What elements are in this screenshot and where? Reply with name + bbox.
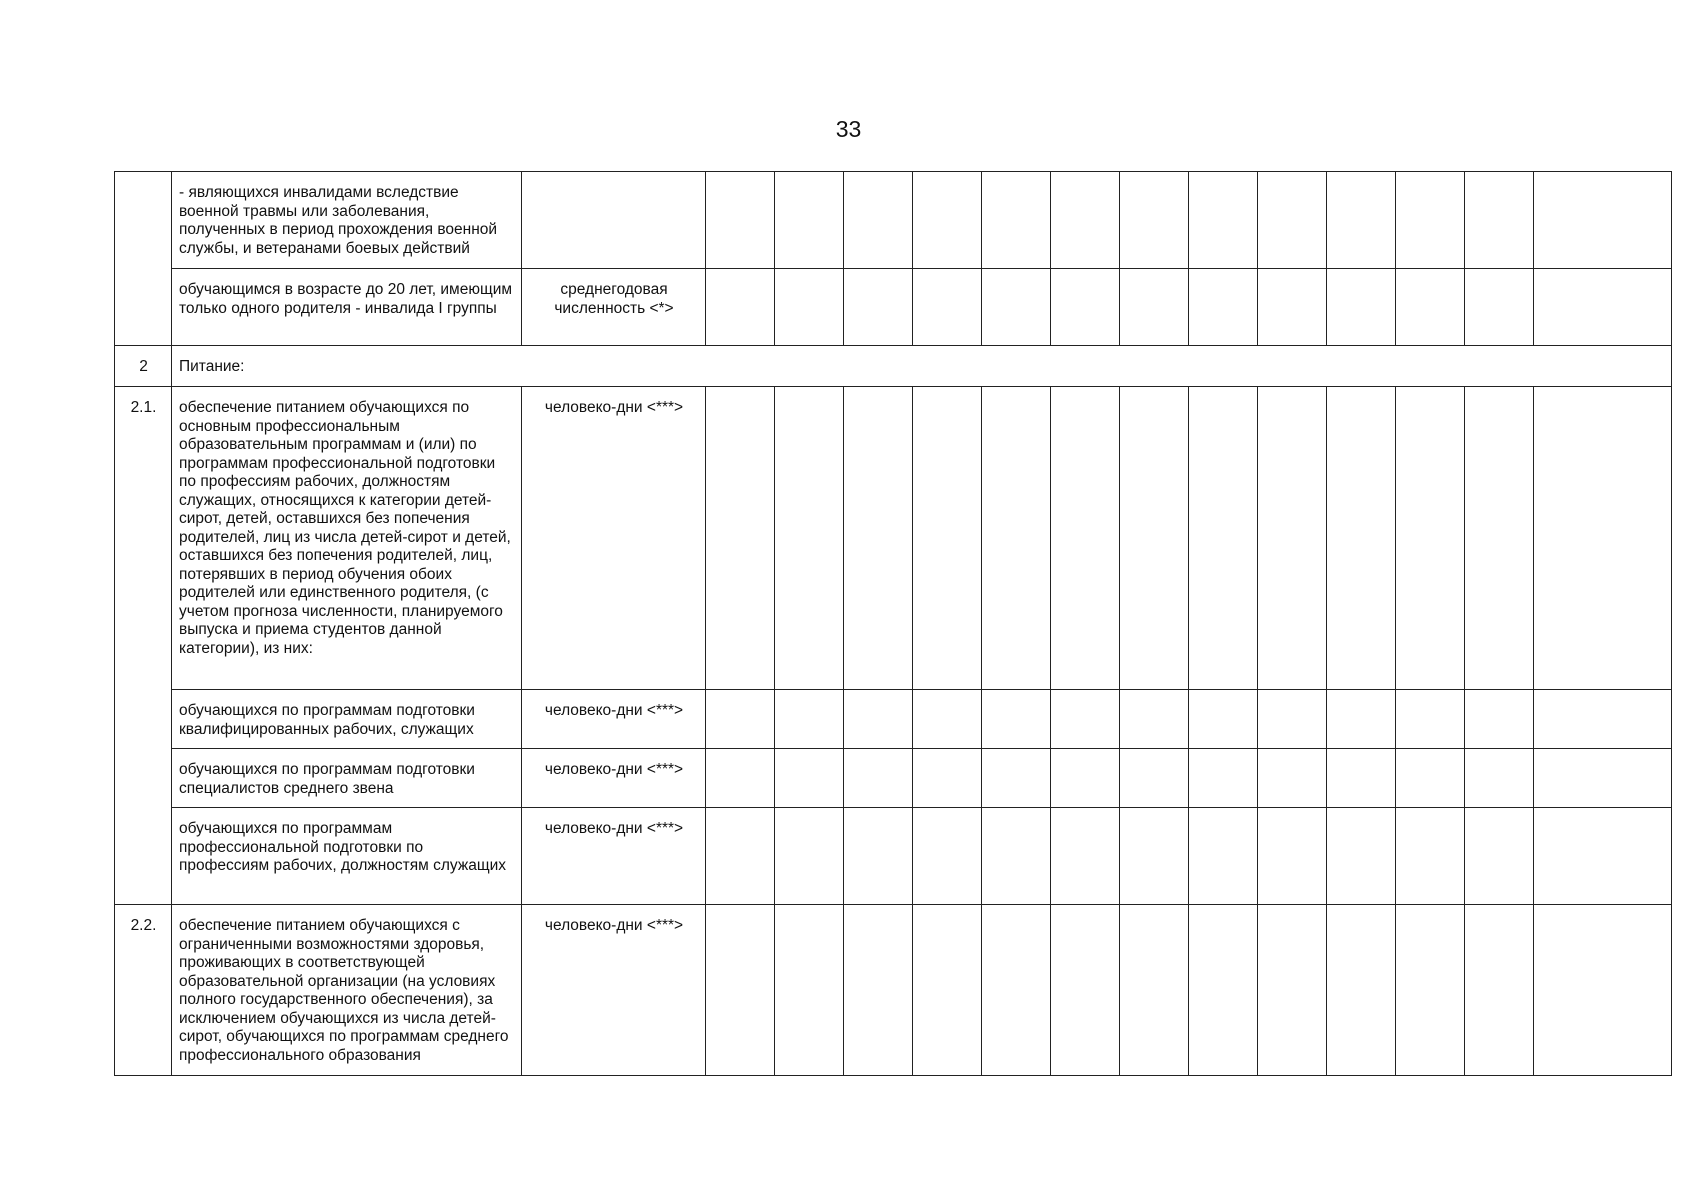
row-text-cell: обучающимся в возрасте до 20 лет, имеющим только одного родителя - инвалида I группы — [172, 269, 522, 346]
value-cell — [844, 387, 913, 690]
value-cell — [913, 690, 982, 749]
value-cell — [1189, 172, 1258, 269]
value-cell — [775, 690, 844, 749]
value-cell — [1327, 905, 1396, 1076]
value-cell — [1396, 269, 1465, 346]
value-cell — [844, 172, 913, 269]
value-cell — [1327, 690, 1396, 749]
row-text-cell: обучающихся по программам подготовки квалифицированных рабочих, служащих — [172, 690, 522, 749]
value-cell — [1396, 808, 1465, 905]
value-cell — [1120, 749, 1189, 808]
value-cell — [1258, 749, 1327, 808]
table-row — [115, 749, 1672, 808]
value-cell — [1189, 387, 1258, 690]
row-number-cell: 2.2. — [115, 905, 172, 1076]
value-cell — [1258, 269, 1327, 346]
value-cell — [1534, 905, 1672, 1076]
value-cell — [913, 808, 982, 905]
value-cell — [982, 269, 1051, 346]
value-cell — [844, 749, 913, 808]
value-cell — [1327, 749, 1396, 808]
value-cell — [913, 749, 982, 808]
value-cell — [1465, 690, 1534, 749]
value-cell — [982, 387, 1051, 690]
row-unit-cell: человеко-дни <***> — [522, 808, 706, 905]
value-cell — [775, 749, 844, 808]
value-cell — [1120, 690, 1189, 749]
value-cell — [706, 749, 775, 808]
value-cell — [913, 172, 982, 269]
value-cell — [775, 269, 844, 346]
value-cell — [1534, 387, 1672, 690]
row-text-cell: обеспечение питанием обучающихся с ограниченными возможностями здоровья, проживающих в соответствующей образовательной организации (на условиях полного государственного обеспечения), за исключением обучающихся из числа детей-сирот, обучающихся по программам среднего профессионального образования — [172, 905, 522, 1076]
value-cell — [1327, 387, 1396, 690]
value-cell — [1465, 387, 1534, 690]
table-row — [115, 387, 1672, 690]
page-number: 33 — [835, 116, 862, 142]
value-cell — [913, 387, 982, 690]
value-cell — [1258, 172, 1327, 269]
value-cell — [706, 269, 775, 346]
value-cell — [1189, 269, 1258, 346]
row-unit-cell: человеко-дни <***> — [522, 387, 706, 690]
value-cell — [1534, 749, 1672, 808]
value-cell — [706, 808, 775, 905]
value-cell — [982, 905, 1051, 1076]
value-cell — [1258, 808, 1327, 905]
value-cell — [706, 387, 775, 690]
value-cell — [982, 808, 1051, 905]
value-cell — [1396, 749, 1465, 808]
value-cell — [844, 808, 913, 905]
row-unit-cell: человеко-дни <***> — [522, 749, 706, 808]
value-cell — [1120, 905, 1189, 1076]
value-cell — [982, 749, 1051, 808]
value-cell — [1534, 172, 1672, 269]
row-number-cell: 2.1. — [115, 387, 172, 905]
value-cell — [1465, 269, 1534, 346]
value-cell — [1189, 690, 1258, 749]
table-row — [115, 269, 1672, 346]
value-cell — [1120, 172, 1189, 269]
row-unit-cell — [522, 172, 706, 269]
value-cell — [982, 690, 1051, 749]
table-row — [115, 808, 1672, 905]
value-cell — [1327, 269, 1396, 346]
table-row — [115, 690, 1672, 749]
table-row — [115, 172, 1672, 269]
row-number-cell: 2 — [115, 346, 172, 387]
row-number-cell — [115, 172, 172, 346]
value-cell — [1120, 808, 1189, 905]
value-cell — [1258, 905, 1327, 1076]
value-cell — [1051, 905, 1120, 1076]
value-cell — [1051, 808, 1120, 905]
value-cell — [1051, 387, 1120, 690]
row-unit-cell: человеко-дни <***> — [522, 905, 706, 1076]
value-cell — [706, 172, 775, 269]
value-cell — [1534, 808, 1672, 905]
row-text-cell: - являющихся инвалидами вследствие военной травмы или заболевания, полученных в период прохождения военной службы, и ветеранами боевых действий — [172, 172, 522, 269]
value-cell — [775, 808, 844, 905]
table-row — [115, 905, 1672, 1076]
section-title-cell: Питание: — [172, 346, 1672, 387]
value-cell — [775, 172, 844, 269]
value-cell — [1189, 905, 1258, 1076]
value-cell — [1465, 172, 1534, 269]
value-cell — [1327, 172, 1396, 269]
value-cell — [1534, 690, 1672, 749]
value-cell — [1327, 808, 1396, 905]
row-text-cell: обучающихся по программам подготовки специалистов среднего звена — [172, 749, 522, 808]
table-row — [115, 346, 1672, 387]
value-cell — [1051, 172, 1120, 269]
value-cell — [844, 269, 913, 346]
value-cell — [1396, 172, 1465, 269]
value-cell — [1258, 690, 1327, 749]
data-table — [114, 171, 1672, 1076]
value-cell — [706, 905, 775, 1076]
value-cell — [1465, 808, 1534, 905]
value-cell — [913, 269, 982, 346]
value-cell — [1465, 905, 1534, 1076]
value-cell — [982, 172, 1051, 269]
value-cell — [1534, 269, 1672, 346]
value-cell — [1120, 387, 1189, 690]
row-text-cell: обучающихся по программам профессиональной подготовки по профессиям рабочих, должностям служащих — [172, 808, 522, 905]
value-cell — [1051, 269, 1120, 346]
value-cell — [775, 387, 844, 690]
value-cell — [913, 905, 982, 1076]
value-cell — [1396, 387, 1465, 690]
row-text-cell: обеспечение питанием обучающихся по основным профессиональным образовательным программам и (или) по программам профессиональной подготовки по профессиям рабочих, должностям служащих, относящихся к категории детей-сирот, детей, оставшихся без попечения родителей, лиц из числа детей-сирот и детей, оставшихся без попечения родителей, лиц, потерявших в период обучения обоих родителей или единственного родителя, (с учетом прогноза численности, планируемого выпуска и приема студентов данной категории), из них: — [172, 387, 522, 690]
value-cell — [1051, 749, 1120, 808]
value-cell — [1465, 749, 1534, 808]
value-cell — [1396, 905, 1465, 1076]
row-unit-cell: человеко-дни <***> — [522, 690, 706, 749]
value-cell — [844, 690, 913, 749]
value-cell — [1189, 808, 1258, 905]
value-cell — [844, 905, 913, 1076]
row-unit-cell: среднегодовая численность <*> — [522, 269, 706, 346]
value-cell — [706, 690, 775, 749]
value-cell — [1396, 690, 1465, 749]
value-cell — [1258, 387, 1327, 690]
value-cell — [775, 905, 844, 1076]
value-cell — [1051, 690, 1120, 749]
value-cell — [1120, 269, 1189, 346]
value-cell — [1189, 749, 1258, 808]
